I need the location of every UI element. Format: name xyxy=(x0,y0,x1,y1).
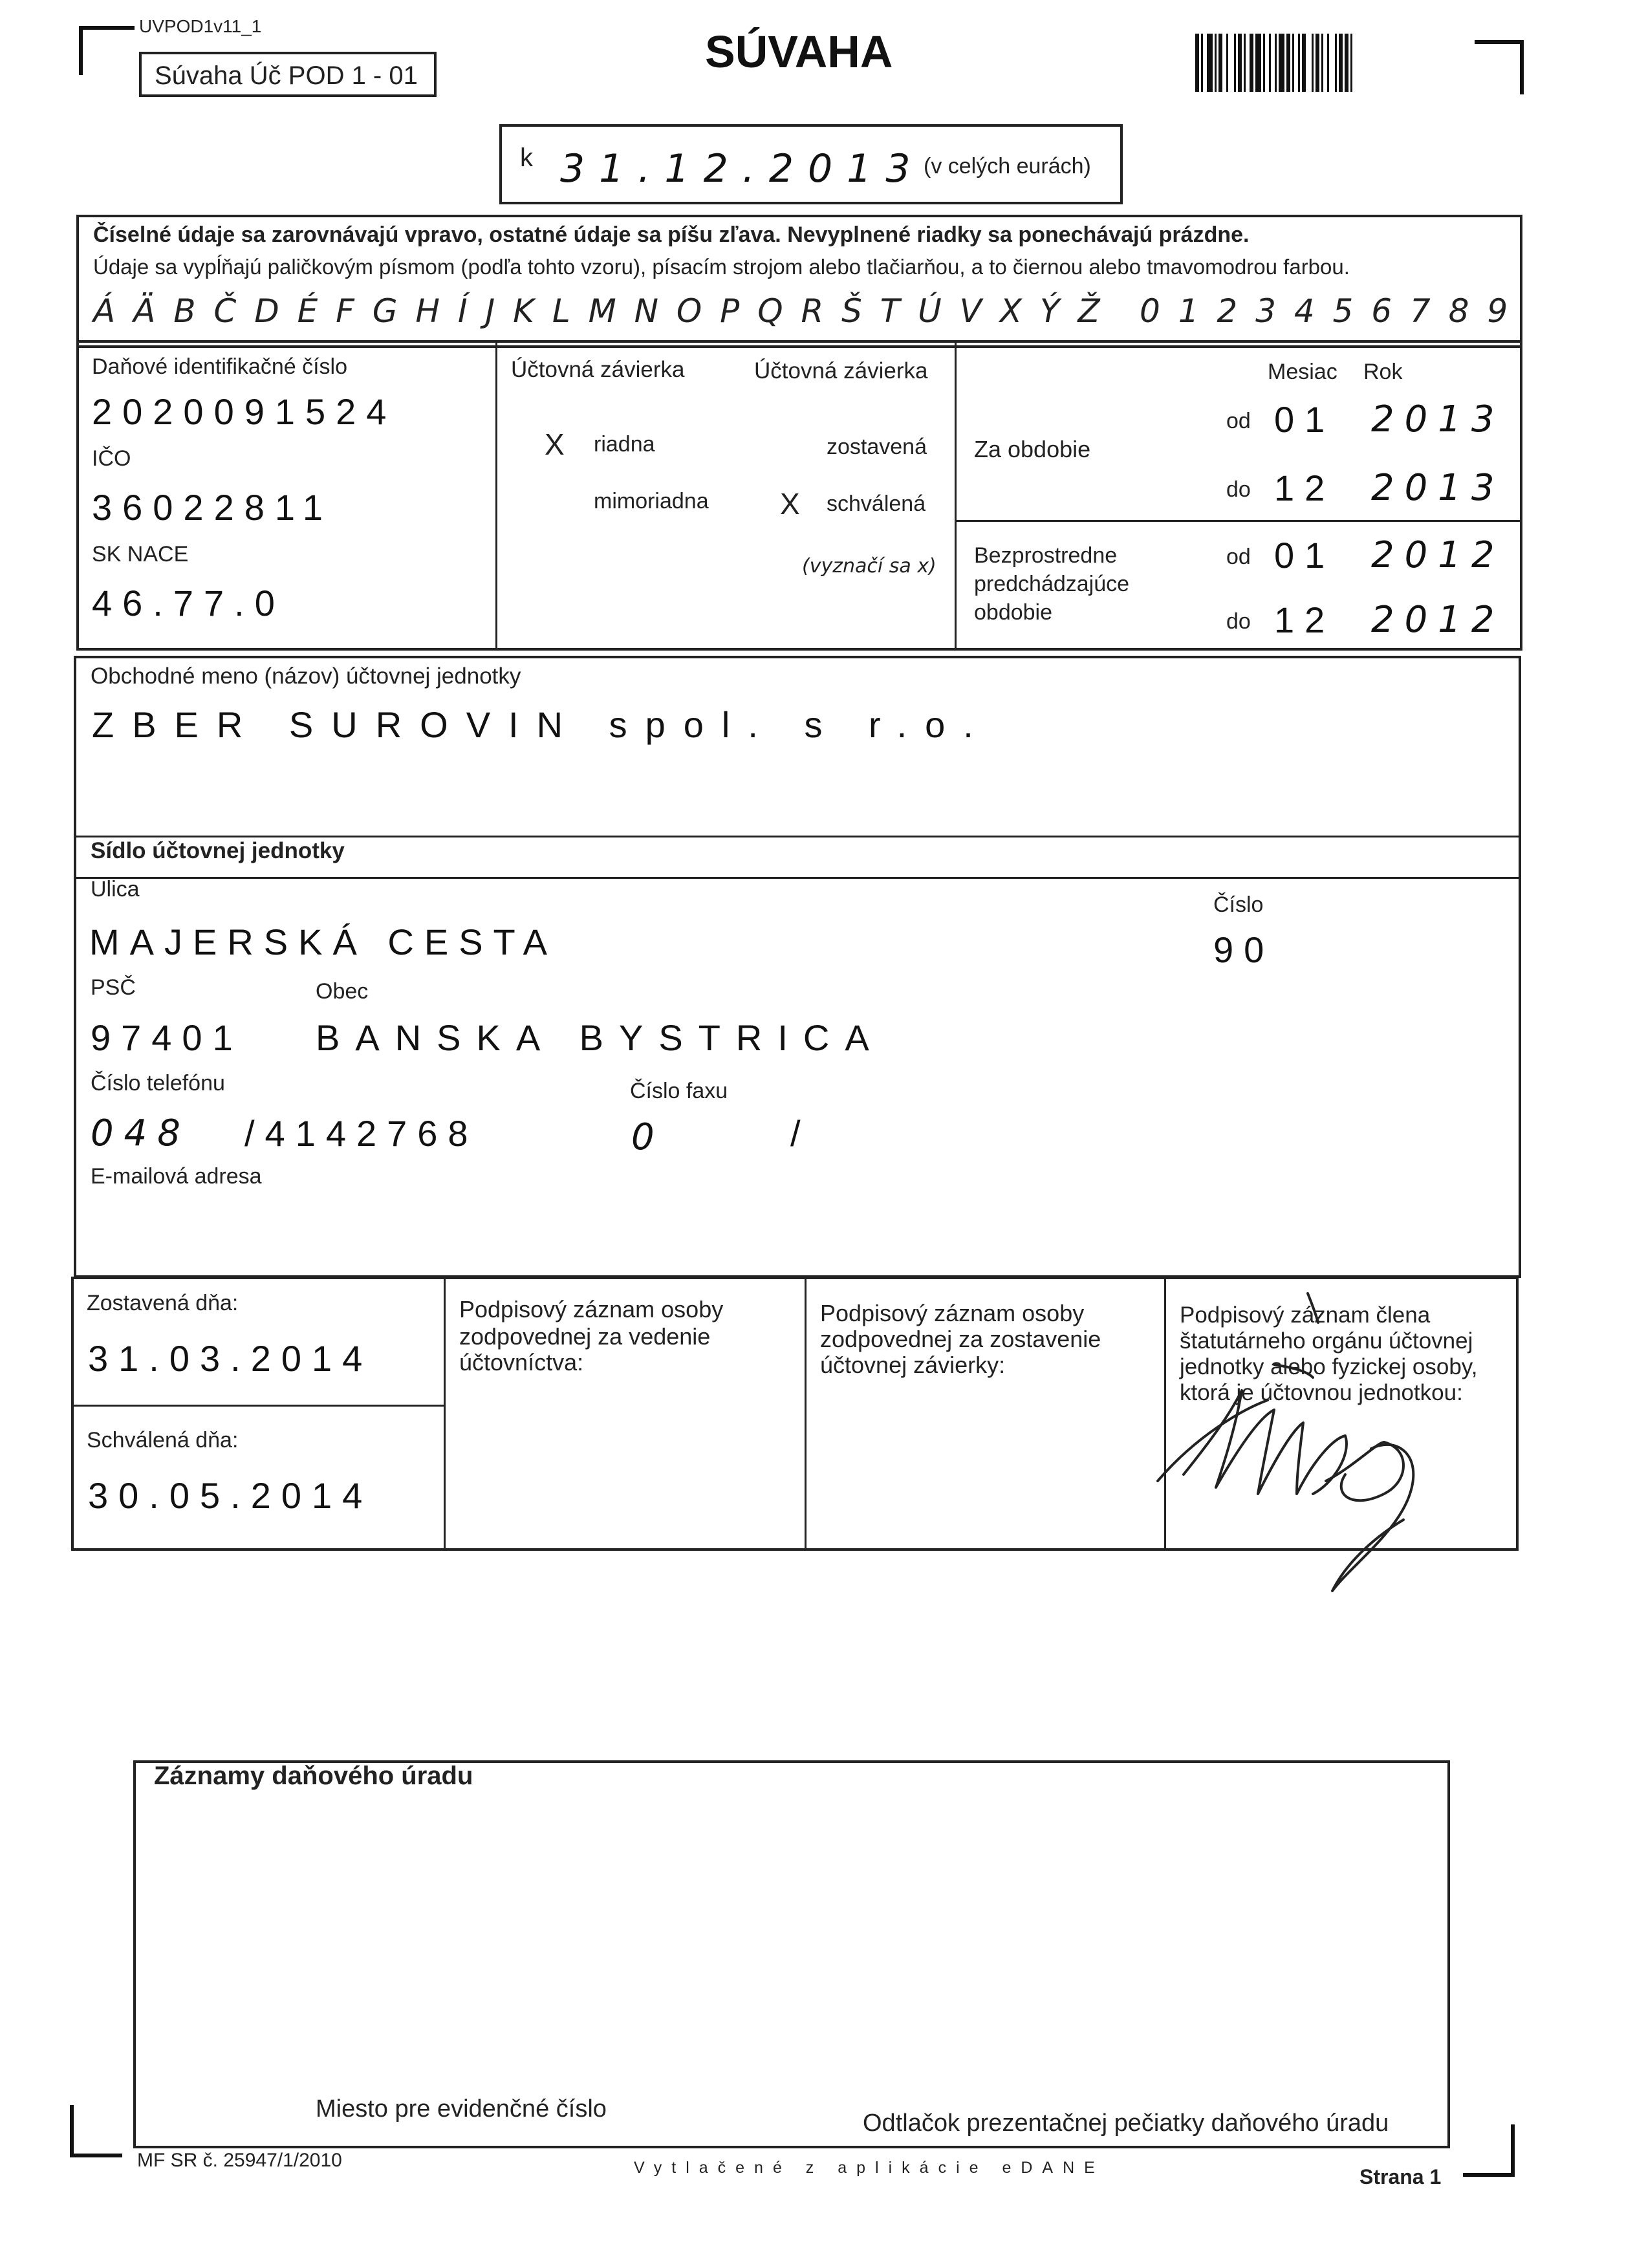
current-do-label: do xyxy=(1226,477,1251,502)
phone-label: Číslo telefónu xyxy=(91,1071,225,1096)
mimoriadna-option: mimoriadna xyxy=(594,489,709,513)
barcode-bar xyxy=(1312,34,1314,92)
corner-mark-top-right xyxy=(1475,40,1524,94)
sig2-label-1: Podpisový záznam osoby xyxy=(820,1300,1085,1326)
corner-mark-bottom-left xyxy=(70,2105,122,2157)
digit-sample: 0 1 2 3 4 5 6 7 8 9 xyxy=(1140,292,1512,330)
instructions-line-2: Údaje sa vypĺňajú paličkovým písmom (podľa tohto vzoru), písacím strojom alebo tlačiarňou, a to čiernou alebo tmavomodrou farbou. xyxy=(93,255,1350,279)
riadna-option: riadna xyxy=(594,432,655,457)
prepared-label: Zostavená dňa: xyxy=(87,1291,239,1315)
sig2-label-2: zodpovednej za zostavenie xyxy=(820,1326,1101,1352)
rok-label: Rok xyxy=(1363,360,1403,384)
sig2-label-3: účtovnej závierky: xyxy=(820,1352,1006,1378)
sig1-label-2: zodpovednej za vedenie xyxy=(459,1323,711,1350)
instructions-box xyxy=(76,215,1522,348)
number-label: Číslo xyxy=(1213,892,1264,917)
corner-mark-top-left xyxy=(79,26,135,75)
barcode-bar xyxy=(1275,34,1277,92)
phone-number: /4142768 xyxy=(244,1113,479,1154)
barcode-bar xyxy=(1286,34,1290,92)
form-code: UVPOD1v11_1 xyxy=(139,16,262,36)
tax-office-title: Záznamy daňového úradu xyxy=(154,1762,473,1790)
id-divider-2 xyxy=(955,340,957,651)
page-title: SÚVAHA xyxy=(705,27,893,77)
approved-label: Schválená dňa: xyxy=(87,1428,239,1453)
barcode-bar xyxy=(1201,34,1203,92)
barcode-bar xyxy=(1255,34,1261,92)
fax-prefix: 0 xyxy=(631,1116,665,1158)
sig3-label-4: ktorá je účtovnou jednotkou: xyxy=(1180,1380,1463,1405)
current-from-month: 01 xyxy=(1274,399,1336,440)
company-name: ZBER SUROVIN spol. s r.o. xyxy=(92,704,991,745)
seat-top-divider xyxy=(74,836,1521,837)
barcode-bar xyxy=(1327,34,1329,92)
psc-label: PSČ xyxy=(91,975,136,1000)
phone-prefix: 048 xyxy=(91,1112,191,1154)
ico-value: 36022811 xyxy=(92,487,333,528)
form-name-box xyxy=(139,52,437,97)
closing-note: (vyznačí sa x) xyxy=(802,555,937,578)
barcode-bar xyxy=(1269,34,1271,92)
psc-value: 97401 xyxy=(91,1017,243,1058)
street-value: MAJERSKÁ CESTA xyxy=(89,922,558,962)
nace-label: SK NACE xyxy=(92,542,189,567)
closing-type-label: Účtovná závierka xyxy=(511,357,685,382)
barcode-bar xyxy=(1218,34,1222,92)
evidence-number-label: Miesto pre evidenčné číslo xyxy=(316,2095,607,2122)
seat-label: Sídlo účtovnej jednotky xyxy=(91,838,345,863)
barcode-bar xyxy=(1302,34,1306,92)
current-od-label: od xyxy=(1226,409,1251,433)
handwritten-signature xyxy=(1138,1287,1539,1604)
barcode-bar xyxy=(1350,34,1352,92)
previous-label-1: Bezprostredne xyxy=(974,543,1118,568)
za-obdobie-label: Za obdobie xyxy=(974,436,1091,462)
schvalena-mark: X xyxy=(780,487,800,521)
fax-label: Číslo faxu xyxy=(630,1079,728,1103)
barcode-bar xyxy=(1234,34,1236,92)
previous-from-month: 01 xyxy=(1274,535,1336,576)
city-label: Obec xyxy=(316,979,369,1004)
current-from-year: 2013 xyxy=(1371,398,1505,440)
dic-value: 2020091524 xyxy=(92,391,397,432)
schvalena-option: schválená xyxy=(827,491,926,516)
email-label: E-mailová adresa xyxy=(91,1164,262,1189)
barcode-bar xyxy=(1226,34,1228,92)
closing-state-label: Účtovná závierka xyxy=(754,358,928,383)
balance-date: 31.12.2013 xyxy=(560,146,925,191)
corner-mark-bottom-right xyxy=(1463,2124,1515,2177)
previous-to-month: 12 xyxy=(1274,599,1336,640)
barcode-bar xyxy=(1195,34,1199,92)
mesiac-label: Mesiac xyxy=(1268,360,1337,384)
barcode-bar xyxy=(1279,34,1284,92)
ico-label: IČO xyxy=(92,446,131,471)
previous-label-3: obdobie xyxy=(974,600,1053,625)
street-label: Ulica xyxy=(91,877,140,902)
current-to-year: 2013 xyxy=(1371,467,1505,509)
sig1-label-1: Podpisový záznam osoby xyxy=(459,1296,724,1323)
previous-from-year: 2012 xyxy=(1371,534,1505,576)
approved-date: 30.05.2014 xyxy=(88,1475,373,1516)
barcode-bar xyxy=(1321,34,1323,92)
fax-slash: / xyxy=(790,1113,811,1154)
zostavena-option: zostavená xyxy=(827,435,927,459)
prepared-date: 31.03.2014 xyxy=(88,1338,373,1379)
barcode-bar xyxy=(1316,34,1319,92)
sig-divider-1 xyxy=(444,1277,446,1551)
form-name: Súvaha Úč POD 1 - 01 xyxy=(155,61,418,90)
alphabet-sample: Á Ä B Č D É F G H Í J K L M N O P Q R Š T Ú V X Ý Ž xyxy=(93,292,1104,330)
previous-label-2: predchádzajúce xyxy=(974,572,1130,596)
number-value: 90 xyxy=(1213,929,1275,970)
barcode-bar xyxy=(1335,34,1337,92)
id-divider-1 xyxy=(495,340,497,651)
barcode-bar xyxy=(1250,34,1253,92)
date-box xyxy=(499,124,1123,204)
seat-divider xyxy=(74,877,1521,879)
tax-office-box xyxy=(133,1760,1450,2148)
city-value: BANSKA BYSTRICA xyxy=(316,1017,885,1058)
barcode-bar xyxy=(1298,34,1300,92)
current-to-month: 12 xyxy=(1274,468,1336,508)
dic-label: Daňové identifikačné číslo xyxy=(92,354,348,379)
company-block xyxy=(74,656,1521,1278)
sig-divider-2 xyxy=(805,1277,807,1551)
previous-do-label: do xyxy=(1226,609,1251,634)
sig1-label-3: účtovníctva: xyxy=(459,1349,584,1376)
previous-to-year: 2012 xyxy=(1371,599,1505,641)
sig3-label-2: štatutárneho orgánu účtovnej xyxy=(1180,1328,1473,1354)
currency-note: (v celých eurách) xyxy=(924,154,1091,178)
date-prefix: k xyxy=(520,144,533,172)
riadna-mark: X xyxy=(545,427,565,461)
barcode-bar xyxy=(1292,34,1294,92)
nace-value: 46.77.0 xyxy=(92,583,285,623)
barcode-bar xyxy=(1215,34,1217,92)
previous-od-label: od xyxy=(1226,545,1251,569)
barcode-bar xyxy=(1345,34,1348,92)
barcode-bar xyxy=(1339,34,1343,92)
company-name-label: Obchodné meno (názov) účtovnej jednotky xyxy=(91,664,521,689)
barcode-bar xyxy=(1207,34,1213,92)
footer-page: Strana 1 xyxy=(1359,2165,1442,2188)
instructions-line-1: Číselné údaje sa zarovnávajú vpravo, ostatné údaje sa píšu zľava. Nevyplnené riadky sa ponechávajú prázdne. xyxy=(93,222,1250,247)
barcode-bar xyxy=(1244,34,1246,92)
sig3-label-1: Podpisový záznam člena xyxy=(1180,1302,1431,1328)
sig3-label-3: jednotky alebo fyzickej osoby, xyxy=(1180,1354,1478,1379)
footer-reference: MF SR č. 25947/1/2010 xyxy=(137,2150,342,2171)
barcode-bar xyxy=(1238,34,1242,92)
barcode-bar xyxy=(1263,34,1265,92)
dates-divider xyxy=(71,1405,444,1407)
footer-printed: Vytlačené z aplikácie eDANE xyxy=(634,2159,1105,2177)
stamp-label: Odtlačok prezentačnej pečiatky daňového úradu xyxy=(863,2110,1389,2137)
barcode xyxy=(1195,34,1436,92)
period-divider xyxy=(955,520,1522,522)
